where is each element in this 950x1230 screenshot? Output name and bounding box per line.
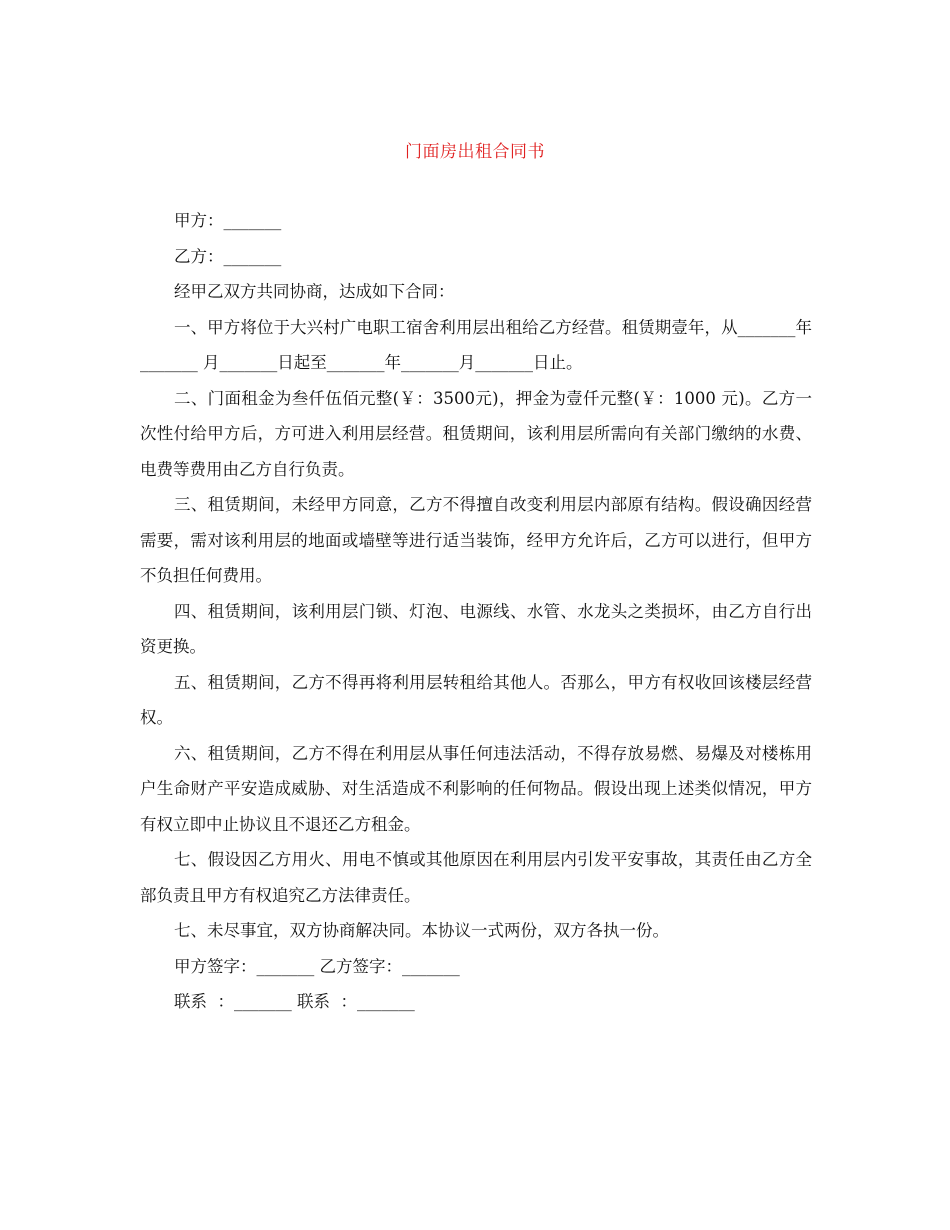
clause-8: 七、未尽事宜，双方协商解决同。本协议一式两份，双方各执一份。 xyxy=(174,921,669,940)
intro-line: 经甲乙双方共同协商，达成如下合同： xyxy=(174,282,455,301)
clause-4: 四、租赁期间，该利用层门锁、灯泡、电源线、水管、水龙头之类损坏，由乙方自行出资更换。 xyxy=(140,601,812,656)
clause-1: 一、甲方将位于大兴村广电职工宿舍利用层出租给乙方经营。租赁期壹年，从_______年_______ 月_______日起至_______年_______月_______日止。 xyxy=(140,317,812,372)
clause-2: 二、门面租金为叁仟伍佰元整(￥：3500元)，押金为壹仟元整(￥：1000 元)。乙方一次性付给甲方后，方可进入利用层经营。租赁期间，该利用层所需向有关部门缴纳的水费、电费等费用由乙方自行负责。 xyxy=(140,388,812,479)
document-title: 门面房出租合同书 xyxy=(405,142,545,162)
signature-line: 甲方签字：_______ 乙方签字：_______ xyxy=(174,956,460,976)
clause-5: 五、租赁期间，乙方不得再将利用层转租给其他人。否那么，甲方有权收回该楼层经营权。 xyxy=(140,672,812,727)
party-b-line: 乙方：_______ xyxy=(174,246,282,266)
clause-6: 六、租赁期间，乙方不得在利用层从事任何违法活动，不得存放易燃、易爆及对楼栋用户生命财产平安造成威胁、对生活造成不利影响的任何物品。假设出现上述类似情况，甲方有权立即中止协议且不退还乙方租金。 xyxy=(140,743,812,834)
party-a-line: 甲方：_______ xyxy=(174,211,282,230)
clause-7: 七、假设因乙方用火、用电不慎或其他原因在利用层内引发平安事故，其责任由乙方全部负责且甲方有权追究乙方法律责任。 xyxy=(140,850,812,905)
clause-3: 三、租赁期间，未经甲方同意，乙方不得擅自改变利用层内部原有结构。假设确因经营需要，需对该利用层的地面或墙壁等进行适当装饰，经甲方允许后，乙方可以进行，但甲方不负担任何费用。 xyxy=(140,495,812,585)
contact-line: 联系 ：_______ 联系 ：_______ xyxy=(174,992,415,1011)
document-body xyxy=(140,203,812,1020)
